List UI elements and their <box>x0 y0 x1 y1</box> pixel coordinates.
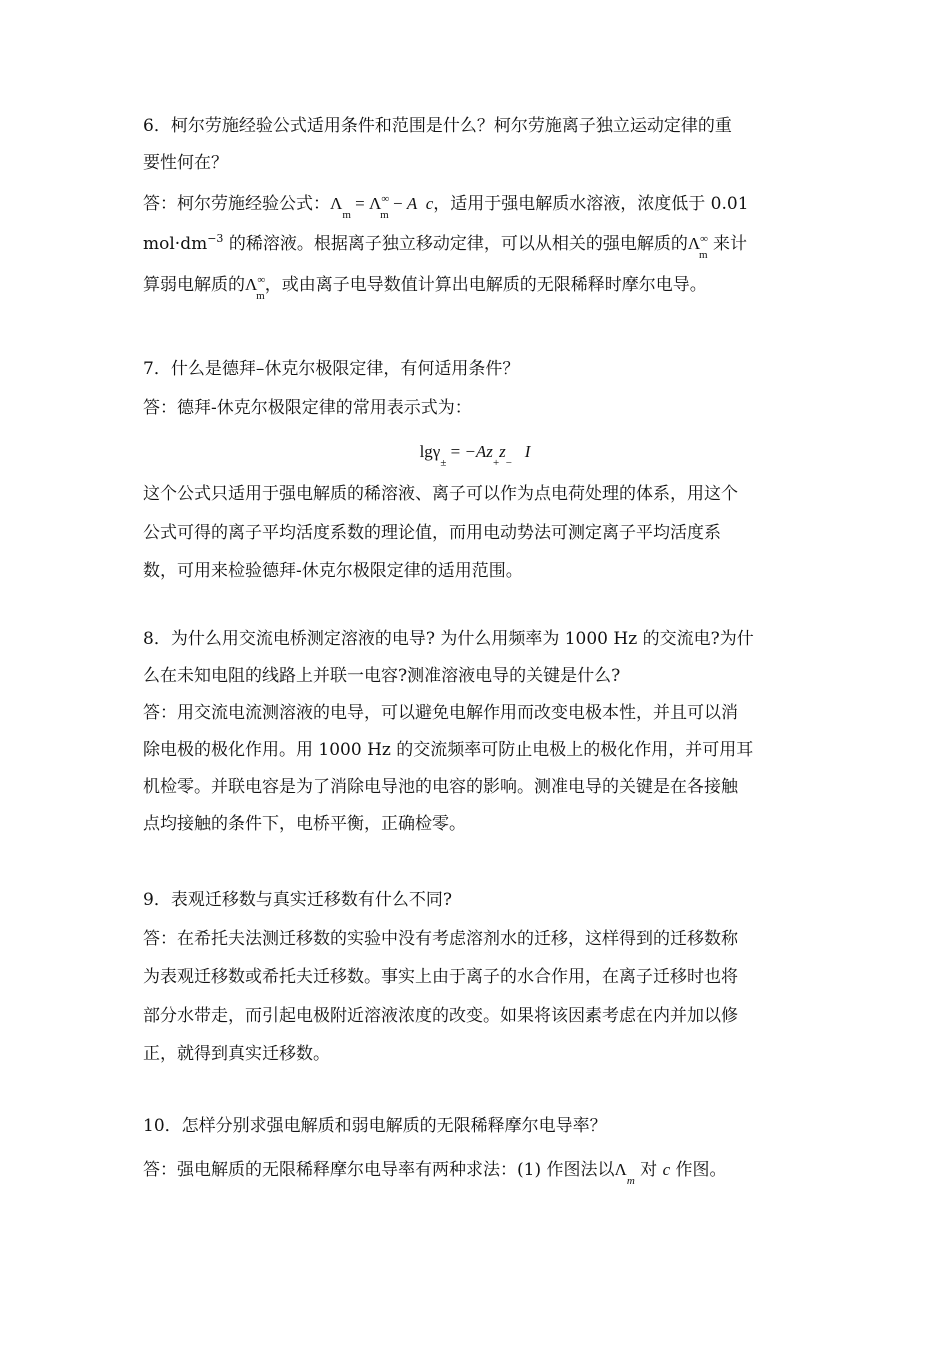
q7-answer-line-1: 这个公式只适用于强电解质的稀溶液、离子可以作为点电荷处理的体系，用这个 <box>143 484 738 504</box>
q9-answer-line-1: 答：在希托夫法测迁移数的实验中没有考虑溶剂水的迁移，这样得到的迁移数称 <box>143 929 738 949</box>
kohlrausch-formula: $\Lambda_m = \Lambda^\infty_m - A$ c <box>330 193 434 221</box>
q10-answer-line-1: 答：强电解质的无限稀释摩尔电导率有两种求法：(1) 作图法以$\Lambda_m$ 对 c 作图。 <box>143 1160 727 1187</box>
lambda-inf-m-symbol: $\Lambda^\infty_m$ <box>245 274 266 302</box>
q6-answer-line-1 <box>143 192 811 221</box>
q8-answer-line-4: 点均接触的条件下，电桥平衡，正确检零。 <box>143 814 466 834</box>
q9-answer-line-4: 正，就得到真实迁移数。 <box>143 1044 330 1064</box>
q6-answer-line-2: $mol\cdot dm^{-3}$ 的稀溶液。根据离子独立移动定律，可以从相关的强电解质的$\Lambda^\infty_m$ 来计 <box>143 232 747 261</box>
q6-question-line-1: 6．柯尔劳施经验公式适用条件和范围是什么？柯尔劳施离子独立运动定律的重 <box>143 116 732 136</box>
q6-answer-prefix: 答：柯尔劳施经验公式： <box>143 194 330 214</box>
q7-answer-intro: 答：德拜-休克尔极限定律的常用表示式为： <box>143 398 472 418</box>
c-variable: c <box>662 1160 671 1179</box>
q6-answer-line-3: 算弱电解质的$\Lambda^\infty_m$，或由离子电导数值计算出电解质的无限稀释时摩尔电导。 <box>143 274 707 302</box>
q8-answer-line-3: 机检零。并联电容是为了消除电导池的电容的影响。测准电导的关键是在各接触 <box>143 777 738 797</box>
q9-answer-line-2: 为表观迁移数或希托夫迁移数。事实上由于离子的水合作用，在离子迁移时也将 <box>143 967 738 987</box>
q7-answer-line-3: 数，可用来检验德拜-休克尔极限定律的适用范围。 <box>143 561 523 581</box>
q8-question-line-1: 8．为什么用交流电桥测定溶液的电导? 为什么用频率为 1000 Hz 的交流电?为什 <box>143 629 754 649</box>
lambda-inf-m-symbol: $\Lambda^\infty_m$ <box>687 233 708 261</box>
lambda-m-symbol: $\Lambda_m$ <box>614 1160 635 1187</box>
q8-question-line-2: 么在未知电阻的线路上并联一电容?测准溶液电导的关键是什么? <box>143 666 621 686</box>
q7-answer-line-2: 公式可得的离子平均活度系数的理论值，而用电动势法可测定离子平均活度系 <box>143 523 721 543</box>
q6-answer-line-1-suffix: ，适用于强电解质水溶液，浓度低于 0.01 <box>433 194 749 214</box>
q8-answer-line-2: 除电极的极化作用。用 1000 Hz 的交流频率可防止电极上的极化作用，并可用耳 <box>143 740 754 760</box>
q7-question: 7．什么是德拜–休克尔极限定律，有何适用条件？ <box>143 359 520 379</box>
q9-answer-line-3: 部分水带走，而引起电极附近溶液浓度的改变。如果将该因素考虑在内并加以修 <box>143 1006 738 1026</box>
q10-question: 10．怎样分别求强电解质和弱电解质的无限稀释摩尔电导率？ <box>143 1116 607 1136</box>
q6-question-line-2: 要性何在？ <box>143 153 228 173</box>
q8-answer-line-1: 答：用交流电流测溶液的电导，可以避免电解作用而改变电极本性，并且可以消 <box>143 703 738 723</box>
q9-question: 9．表观迁移数与真实迁移数有什么不同? <box>143 890 452 910</box>
debye-huckel-formula: $\lg\gamma_\pm = -Az_+z_-$ I <box>419 442 531 469</box>
